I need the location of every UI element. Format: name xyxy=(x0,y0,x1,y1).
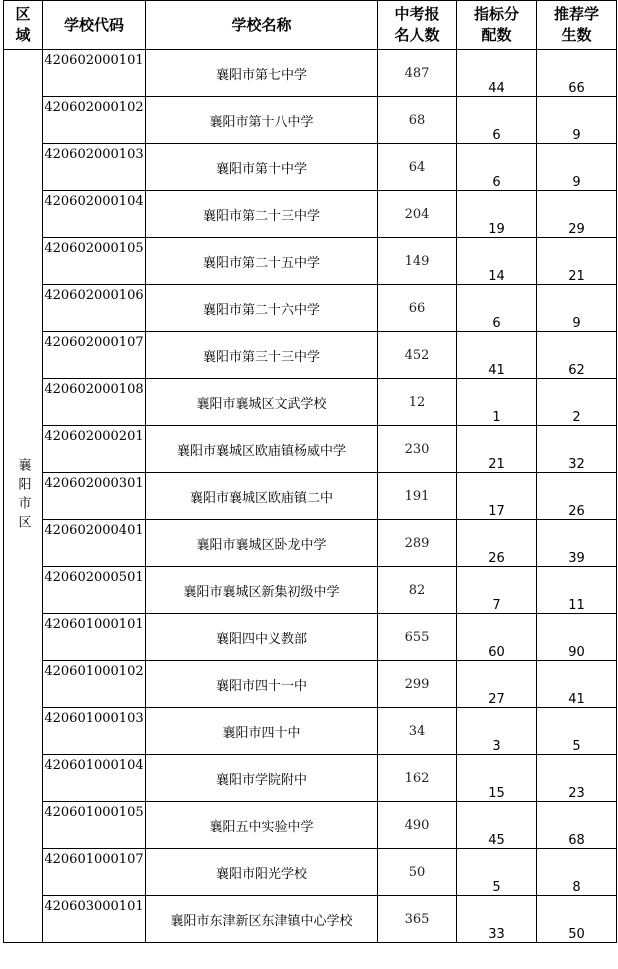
school-name-cell: 襄阳市第三十三中学 xyxy=(146,332,378,379)
school-name-cell: 襄阳市第二十六中学 xyxy=(146,285,378,332)
table-row xyxy=(4,708,617,755)
school-name-cell: 襄阳市襄城区欧庙镇二中 xyxy=(146,473,378,520)
school-name-cell: 襄阳四中义教部 xyxy=(146,614,378,661)
quota-cell: 14 xyxy=(457,238,537,285)
table-row xyxy=(4,97,617,144)
recommended-cell: 90 xyxy=(537,614,617,661)
recommended-cell: 32 xyxy=(537,426,617,473)
applicants-cell: 655 xyxy=(378,614,457,661)
recommended-cell: 50 xyxy=(537,896,617,943)
school-name-cell: 襄阳市四十中 xyxy=(146,708,378,755)
school-code-cell: 420602000101 xyxy=(43,50,146,97)
school-code-cell: 420602000108 xyxy=(43,379,146,426)
recommended-cell: 66 xyxy=(537,50,617,97)
recommended-cell: 23 xyxy=(537,755,617,802)
quota-cell: 3 xyxy=(457,708,537,755)
school-code-cell: 420602000103 xyxy=(43,144,146,191)
recommended-cell: 9 xyxy=(537,144,617,191)
applicants-cell: 191 xyxy=(378,473,457,520)
school-name-cell: 襄阳市第七中学 xyxy=(146,50,378,97)
applicants-cell: 34 xyxy=(378,708,457,755)
applicants-cell: 452 xyxy=(378,332,457,379)
table-body xyxy=(4,50,617,943)
recommended-cell: 26 xyxy=(537,473,617,520)
school-code-cell: 420602000106 xyxy=(43,285,146,332)
recommended-cell: 39 xyxy=(537,520,617,567)
school-name-cell: 襄阳市阳光学校 xyxy=(146,849,378,896)
header-region: 区域 xyxy=(4,1,43,50)
table-row xyxy=(4,144,617,191)
applicants-cell: 162 xyxy=(378,755,457,802)
school-code-cell: 420602000107 xyxy=(43,332,146,379)
quota-cell: 60 xyxy=(457,614,537,661)
school-name-cell: 襄阳市第十中学 xyxy=(146,144,378,191)
recommended-cell: 62 xyxy=(537,332,617,379)
school-code-cell: 420602000401 xyxy=(43,520,146,567)
quota-cell: 45 xyxy=(457,802,537,849)
applicants-cell: 289 xyxy=(378,520,457,567)
applicants-cell: 64 xyxy=(378,144,457,191)
recommended-cell: 2 xyxy=(537,379,617,426)
applicants-cell: 487 xyxy=(378,50,457,97)
recommended-cell: 41 xyxy=(537,661,617,708)
applicants-cell: 490 xyxy=(378,802,457,849)
header-applicants: 中考报名人数 xyxy=(378,1,457,50)
applicants-cell: 66 xyxy=(378,285,457,332)
school-name-cell: 襄阳市四十一中 xyxy=(146,661,378,708)
table-row xyxy=(4,520,617,567)
table-row xyxy=(4,849,617,896)
school-code-cell: 420601000103 xyxy=(43,708,146,755)
table-row xyxy=(4,379,617,426)
quota-cell: 15 xyxy=(457,755,537,802)
table-row xyxy=(4,191,617,238)
region-cell: 襄阳市区 xyxy=(4,50,43,943)
recommended-cell: 9 xyxy=(537,285,617,332)
school-name-cell: 襄阳市东津新区东津镇中心学校 xyxy=(146,896,378,943)
header-recommended: 推荐学生数 xyxy=(537,1,617,50)
quota-cell: 19 xyxy=(457,191,537,238)
applicants-cell: 299 xyxy=(378,661,457,708)
school-code-cell: 420602000501 xyxy=(43,567,146,614)
recommended-cell: 68 xyxy=(537,802,617,849)
table-row xyxy=(4,802,617,849)
applicants-cell: 68 xyxy=(378,97,457,144)
school-code-cell: 420602000301 xyxy=(43,473,146,520)
table-row xyxy=(4,332,617,379)
table-row xyxy=(4,238,617,285)
school-code-cell: 420602000105 xyxy=(43,238,146,285)
quota-cell: 6 xyxy=(457,97,537,144)
table-row xyxy=(4,285,617,332)
recommended-cell: 8 xyxy=(537,849,617,896)
school-code-cell: 420601000107 xyxy=(43,849,146,896)
quota-cell: 7 xyxy=(457,567,537,614)
school-name-cell: 襄阳市学院附中 xyxy=(146,755,378,802)
school-name-cell: 襄阳市第二十五中学 xyxy=(146,238,378,285)
school-code-cell: 420602000102 xyxy=(43,97,146,144)
recommended-cell: 5 xyxy=(537,708,617,755)
quota-cell: 26 xyxy=(457,520,537,567)
header-quota: 指标分配数 xyxy=(457,1,537,50)
table-row xyxy=(4,50,617,97)
table-row xyxy=(4,614,617,661)
table-row xyxy=(4,661,617,708)
header-name: 学校名称 xyxy=(146,1,378,50)
table-row xyxy=(4,896,617,943)
recommended-cell: 9 xyxy=(537,97,617,144)
school-name-cell: 襄阳市襄城区新集初级中学 xyxy=(146,567,378,614)
quota-cell: 6 xyxy=(457,285,537,332)
recommended-cell: 29 xyxy=(537,191,617,238)
school-name-cell: 襄阳市襄城区欧庙镇杨威中学 xyxy=(146,426,378,473)
quota-cell: 6 xyxy=(457,144,537,191)
applicants-cell: 12 xyxy=(378,379,457,426)
quota-cell: 17 xyxy=(457,473,537,520)
applicants-cell: 149 xyxy=(378,238,457,285)
school-code-cell: 420601000104 xyxy=(43,755,146,802)
recommended-cell: 11 xyxy=(537,567,617,614)
quota-cell: 41 xyxy=(457,332,537,379)
header-code: 学校代码 xyxy=(43,1,146,50)
school-code-cell: 420602000201 xyxy=(43,426,146,473)
school-name-cell: 襄阳市襄城区文武学校 xyxy=(146,379,378,426)
school-code-cell: 420601000105 xyxy=(43,802,146,849)
quota-cell: 21 xyxy=(457,426,537,473)
quota-cell: 27 xyxy=(457,661,537,708)
school-quota-table xyxy=(3,0,617,943)
school-code-cell: 420602000104 xyxy=(43,191,146,238)
quota-cell: 1 xyxy=(457,379,537,426)
table-row xyxy=(4,426,617,473)
quota-cell: 33 xyxy=(457,896,537,943)
applicants-cell: 204 xyxy=(378,191,457,238)
table-row xyxy=(4,567,617,614)
table-row xyxy=(4,755,617,802)
school-code-cell: 420601000102 xyxy=(43,661,146,708)
applicants-cell: 230 xyxy=(378,426,457,473)
applicants-cell: 365 xyxy=(378,896,457,943)
school-name-cell: 襄阳市襄城区卧龙中学 xyxy=(146,520,378,567)
recommended-cell: 21 xyxy=(537,238,617,285)
table-row xyxy=(4,473,617,520)
school-name-cell: 襄阳市第二十三中学 xyxy=(146,191,378,238)
school-code-cell: 420601000101 xyxy=(43,614,146,661)
applicants-cell: 50 xyxy=(378,849,457,896)
school-name-cell: 襄阳市第十八中学 xyxy=(146,97,378,144)
quota-cell: 5 xyxy=(457,849,537,896)
quota-cell: 44 xyxy=(457,50,537,97)
school-name-cell: 襄阳五中实验中学 xyxy=(146,802,378,849)
applicants-cell: 82 xyxy=(378,567,457,614)
school-code-cell: 420603000101 xyxy=(43,896,146,943)
header-row xyxy=(4,1,617,50)
